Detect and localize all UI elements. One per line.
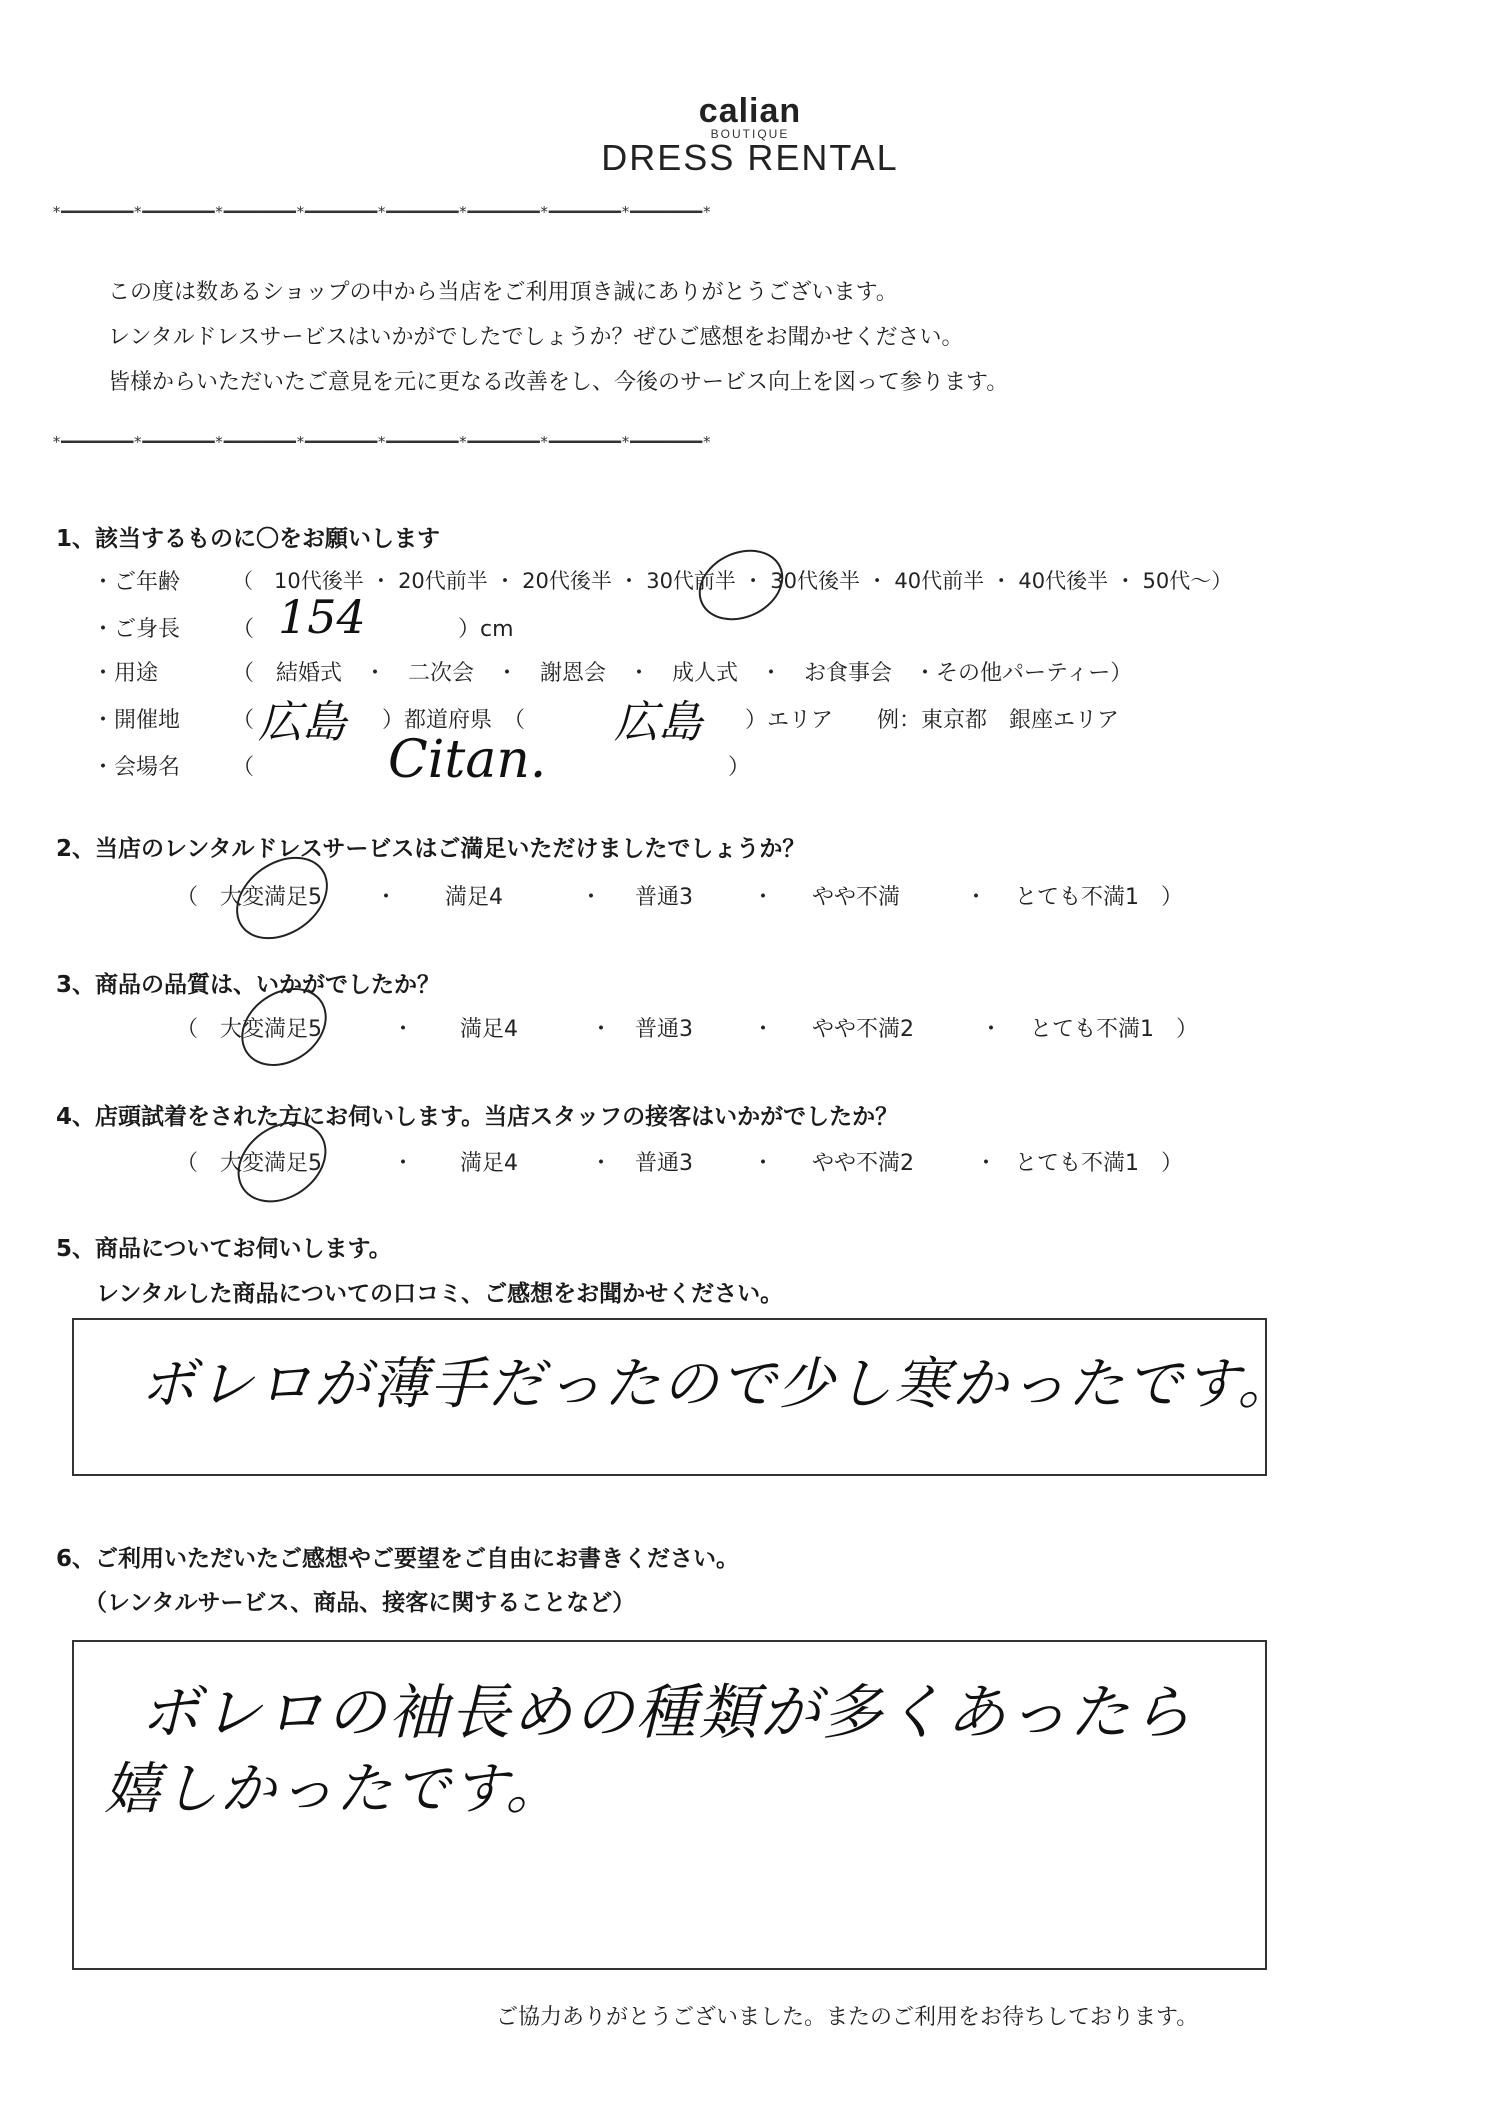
q1-height-open: （: [232, 617, 255, 642]
q2-option-5: （ 大変満足5: [176, 885, 322, 910]
brand-title: DRESS RENTAL: [601, 137, 899, 178]
q1-age-options: （ 10代後半 ・ 20代前半 ・ 20代後半 ・ 30代前半 ・ 30代後半 ・ 40代前半 ・ 40代後半 ・ 50代～）: [232, 569, 1233, 593]
q4-option-5: （ 大変満足5: [176, 1151, 322, 1176]
intro-line-1: この度は数あるショップの中から当店をご利用頂き誠にありがとうございます。: [108, 280, 898, 305]
q1-venue-pref-suffix: ）都道府県 （: [382, 708, 526, 733]
q2-option-4: 満足4: [445, 885, 503, 910]
intro-text: [108, 270, 1008, 405]
q1-hall-open: （: [232, 755, 255, 780]
q2-option-3: 普通3: [635, 885, 693, 910]
q3-separator: ・: [752, 1017, 775, 1042]
q1-venue-label: ・開催地: [92, 708, 181, 733]
q1-venue-pref-value: 広島: [258, 697, 346, 748]
q6-subtitle: （レンタルサービス、商品、接客に関することなど）: [84, 1590, 636, 1616]
q2-option-1: とても不満1 ）: [1015, 885, 1183, 910]
q1-height-value: 154: [278, 590, 366, 644]
q2-separator: ・: [580, 885, 603, 910]
q5-title: 5、商品についてお伺いします。: [56, 1236, 392, 1262]
brand-header: [0, 92, 1500, 179]
q1-height-label: ・ご身長: [92, 617, 181, 642]
q6-answer-line-2: 嬉しかったです。: [104, 1757, 564, 1822]
decorative-rule-bottom: *━━━━━━━━*━━━━━━━━*━━━━━━━━*━━━━━━━━*━━━━━━━━*━━━━━━━━*━━━━━━━━*━━━━━━━━*: [52, 433, 712, 451]
brand-subtitle: BOUTIQUE: [710, 127, 790, 141]
intro-line-2: レンタルドレスサービスはいかがでしたでしょうか？ぜひご感想をお聞かせください。: [108, 325, 964, 350]
q4-option-3: 普通3: [635, 1151, 693, 1176]
q2-options: [0, 880, 1500, 914]
intro-line-3: 皆様からいただいたご意見を元に更なる改善をし、今後のサービス向上を図って参ります。: [108, 370, 1009, 395]
q4-option-1: とても不満1 ）: [1015, 1151, 1183, 1176]
q4-separator: ・: [752, 1151, 775, 1176]
q3-option-3: 普通3: [635, 1017, 693, 1042]
q1-purpose-options: （ 結婚式 ・ 二次会 ・ 謝恩会 ・ 成人式 ・ お食事会 ・その他パーティー）: [232, 661, 1133, 686]
q5-answer: ボレロが薄手だったので少し寒かったです。: [140, 1352, 1296, 1417]
q1-venue-open: （: [232, 708, 255, 733]
q1-title: 1、該当するものに〇をお願いします: [56, 526, 441, 552]
q1-purpose-label: ・用途: [92, 661, 159, 686]
q2-title: 2、当店のレンタルドレスサービスはご満足いただけましたでしょうか？: [56, 836, 806, 862]
decorative-rule-top: *━━━━━━━━*━━━━━━━━*━━━━━━━━*━━━━━━━━*━━━━━━━━*━━━━━━━━*━━━━━━━━*━━━━━━━━*: [52, 203, 712, 221]
closing-message: ご協力ありがとうございました。またのご利用をお待ちしております。: [496, 2005, 1199, 2030]
q1-venue-area-suffix: ）エリア 例：東京都 銀座エリア: [745, 708, 1120, 733]
q4-separator: ・: [975, 1151, 998, 1176]
q2-option-2: やや不満: [812, 885, 901, 910]
q6-title: 6、ご利用いただいたご感想やご要望をご自由にお書きください。: [56, 1546, 740, 1572]
q3-option-5: （ 大変満足5: [176, 1017, 322, 1042]
answer-circle-age: [687, 536, 795, 633]
q3-separator: ・: [590, 1017, 613, 1042]
q5-subtitle: レンタルした商品についての口コミ、ご感想をお聞かせください。: [96, 1281, 784, 1307]
q4-title: 4、店頭試着をされた方にお伺いします。当店スタッフの接客はいかがでしたか？: [56, 1104, 899, 1130]
q3-option-1: とても不満1 ）: [1030, 1017, 1198, 1042]
q3-option-4: 満足4: [460, 1017, 518, 1042]
q4-options: [0, 1146, 1500, 1180]
q4-option-2: やや不満2: [812, 1151, 914, 1176]
q6-answer-line-1: ボレロの袖長めの種類が多くあったら: [140, 1678, 1194, 1748]
brand-logo: calian: [698, 92, 802, 130]
q1-hall-label: ・会場名: [92, 755, 181, 780]
q2-separator: ・: [965, 885, 988, 910]
q4-option-4: 満足4: [460, 1151, 518, 1176]
q2-separator: ・: [375, 885, 398, 910]
q3-separator: ・: [980, 1017, 1003, 1042]
q3-options: [0, 1012, 1500, 1046]
q3-title: 3、商品の品質は、いかがでしたか？: [56, 972, 441, 998]
q1-age-label: ・ご年齢: [92, 570, 181, 595]
q4-separator: ・: [590, 1151, 613, 1176]
q4-separator: ・: [392, 1151, 415, 1176]
q3-separator: ・: [392, 1017, 415, 1042]
q2-separator: ・: [752, 885, 775, 910]
q1-venue-area-value: 広島: [614, 697, 702, 748]
q1-hall-value: Citan.: [388, 730, 547, 790]
q1-hall-close: ）: [728, 755, 751, 780]
q3-option-2: やや不満2: [812, 1017, 914, 1042]
q1-height-unit: ）cm: [458, 617, 514, 642]
